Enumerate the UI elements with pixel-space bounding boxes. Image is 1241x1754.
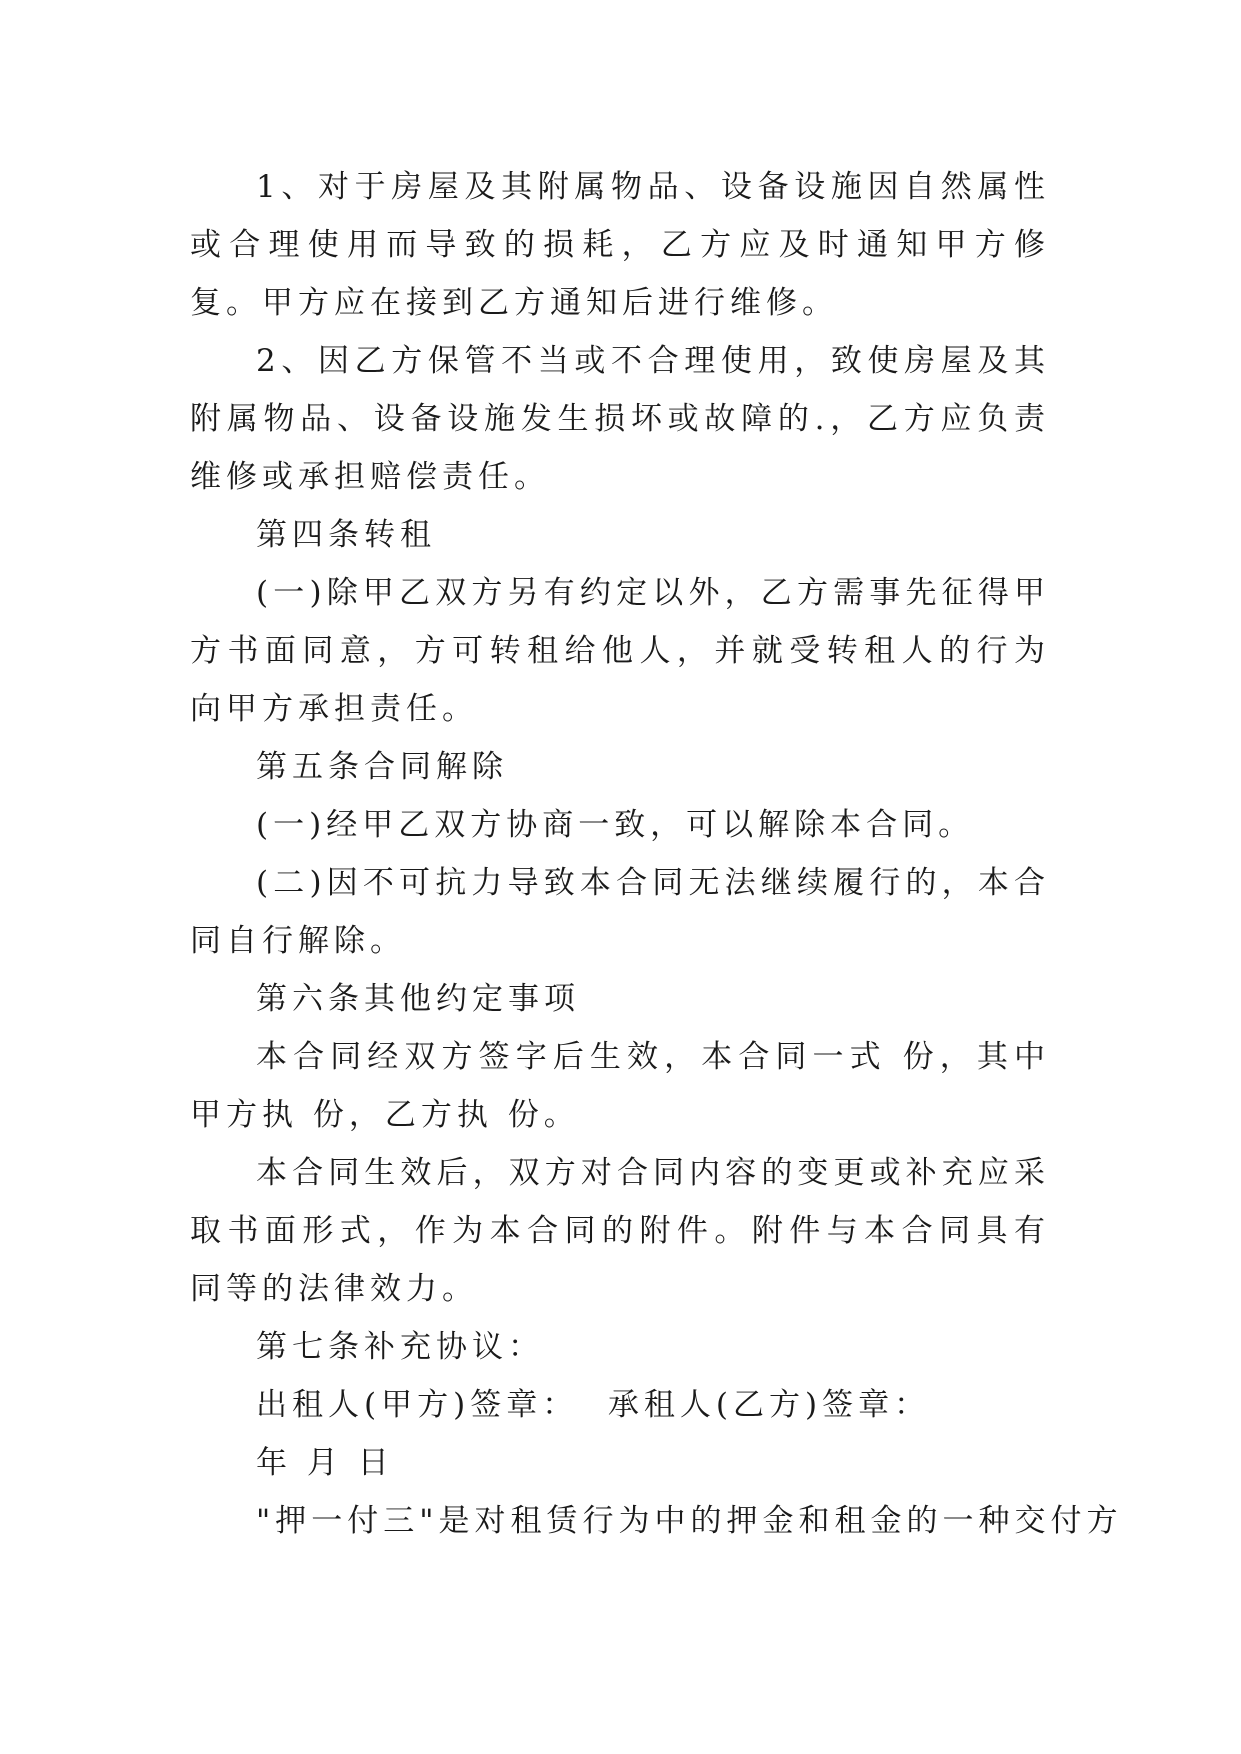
signature-line: 出租人(甲方)签章： 承租人(乙方)签章： (256, 1387, 931, 1423)
heading-article-5: 第五条合同解除 (256, 749, 508, 785)
paragraph-copies: 本合同经双方签字后生效，本合同一式 份，其中甲方执 份，乙方执 份。 (190, 1039, 1050, 1133)
paragraph-sublease: (一)除甲乙双方另有约定以外，乙方需事先征得甲方书面同意，方可转租给他人，并就受转租人的行为向甲方承担责任。 (190, 575, 1050, 727)
paragraph-wear-repair: 1、对于房屋及其附属物品、设备设施因自然属性或合理使用而导致的损耗，乙方应及时通知甲方修复。甲方应在接到乙方通知后进行维修。 (190, 169, 1050, 321)
document-body (190, 158, 1123, 1550)
heading-article-7: 第七条补充协议： (256, 1329, 544, 1365)
paragraph-damage-liability: 2、因乙方保管不当或不合理使用，致使房屋及其附属物品、设备设施发生损坏或故障的.，乙方应负责维修或承担赔偿责任。 (190, 343, 1050, 495)
paragraph-deposit-intro: "押一付三"是对租赁行为中的押金和租金的一种交付方 (256, 1503, 1123, 1539)
date-line: 年 月 日 (256, 1445, 394, 1481)
paragraph-amendments: 本合同生效后，双方对合同内容的变更或补充应采取书面形式，作为本合同的附件。附件与本合同具有同等的法律效力。 (190, 1155, 1050, 1307)
heading-article-4: 第四条转租 (256, 517, 436, 553)
paragraph-termination-force-majeure: (二)因不可抗力导致本合同无法继续履行的，本合同自行解除。 (190, 865, 1050, 959)
heading-article-6: 第六条其他约定事项 (256, 981, 580, 1017)
paragraph-termination-mutual: (一)经甲乙双方协商一致，可以解除本合同。 (256, 807, 975, 843)
